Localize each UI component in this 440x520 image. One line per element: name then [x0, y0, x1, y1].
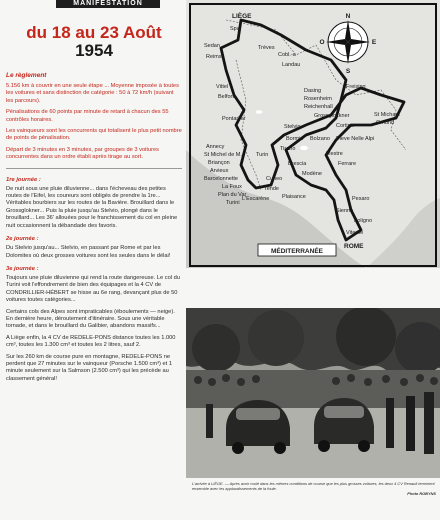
city-label: Sedan [204, 43, 220, 49]
city-label: Barcelonnette [204, 176, 238, 182]
city-label: Modène [302, 171, 322, 177]
stage-heading: 1re journée : [6, 176, 41, 183]
compass-label: O [319, 39, 325, 46]
city-label: Grossglockner [314, 113, 350, 119]
rules-paragraph: Départ de 3 minutes en 3 minutes, par groupes de 3 voitures concurrentes dans un ordre établi après tirage au sort. [6, 146, 160, 161]
city-label: Spa [230, 26, 240, 32]
sea-label: MÉDITERRANÉE [270, 248, 324, 255]
stage-paragraph: A Liège enfin, la 4 CV de REDELE-PONS distance toutes les 1.000 cm³, toutes les 1.300 cm³ et toutes les 2 litres, sauf 2. [6, 334, 176, 349]
arrival-photo [186, 308, 440, 478]
stage-paragraph: Certains cols des Alpes sont impraticables (éboulements — neige). En dernière heure, déroutement d'itinéraire. Sous une véritable tornade, et dans le brouillard du Galibier, abandons massifs... [6, 308, 175, 330]
city-label: ROME [344, 243, 364, 250]
stage-paragraph: Toujours une pluie diluvienne qui rend la route dangereuse. Le col du Turini voit l'effondrement de bien des équipages et la 4 CV de CONDRILLIER-HÉBERT se hisse au 6e rang, devançant plus de 50 voitures toutes catégories... [6, 274, 180, 304]
city-label: Gmünd [376, 120, 395, 126]
city-label: Tende [264, 186, 279, 192]
city-label: St Michael [374, 112, 400, 118]
city-label: Rosenheim [304, 96, 332, 102]
section-banner: MANIFESTATION [56, 0, 160, 8]
city-label: St Michel de M. [204, 152, 242, 158]
city-label: Cortina [336, 123, 354, 129]
rules-heading: Le règlement [6, 72, 47, 79]
city-label: Arvieux [210, 168, 229, 174]
city-label: Reims [206, 54, 222, 60]
city-label: Viterbe [346, 230, 364, 236]
city-label: Pieve Nelle Alpi [336, 136, 375, 142]
stage-paragraph: Du Stelvio jusqu'au... Stelvio, en passant par Rome et par les Dolomites où deux grosses voitures sont les seules dans le délai! [6, 245, 171, 259]
city-label: Sienne [336, 208, 354, 214]
city-label: Pontarlier [222, 116, 246, 122]
stage-paragraph: De nuit sous une pluie diluvienne... dans l'écheveau des petites routes de l'Eifel, les coureurs sont obligés de prendre la 1re... Véritables bourbiers sur les routes de la Bavière. Brouillard dans le Grossglokner... Puis la pluie jusqu'au Stelvio, plongé dans le brouillard... Les 36' allouées pour le franchissement du col en pleine nuit occasionnent la débandade des favoris. [6, 185, 178, 229]
city-label: Reichenhall [304, 104, 333, 110]
caption-text: L'arrivée à LIÈGE. — Après avoir roulé dans les mêmes conditions de course que les plus grosses voitures, les deux 4 CV Renault terminent ensemble avec les applaudissements de la foule. [192, 481, 435, 491]
map-lake [300, 146, 308, 150]
city-label: Cuneo [266, 176, 283, 182]
compass-label: N [345, 13, 351, 20]
arrival-photo-image [186, 308, 440, 478]
stage-paragraph: Sur les 260 km de course pure en montagne, REDELE-PONS ne perdent que 27 minutes sur le vainqueur (Porsche 1.500 cm³) et 1 minute seulement sur la Salmson (2.500 cm³) qui les précède au classement général! [6, 353, 172, 382]
stage-heading: 3e journée : [6, 265, 39, 272]
city-label: Mestre [326, 151, 343, 157]
map-lake [256, 110, 263, 114]
rules-paragraph: Les vainqueurs sont les concurrents qui totalisent le plus petit nombre de points de pénalisation. [6, 128, 182, 142]
city-label: Annecy [206, 144, 225, 150]
city-label: Brescia [288, 161, 307, 167]
city-label: Pesaro [352, 196, 370, 202]
city-label: Trèves [258, 45, 275, 51]
city-label: Stelvio [284, 124, 301, 130]
city-label: Bormio [286, 136, 304, 142]
city-label: Cobl.-a [278, 52, 296, 58]
city-label: Belfort [218, 94, 234, 100]
route-map [186, 0, 440, 268]
rules-paragraph: 5.156 km à couvrir en une seule étape ... Moyenne imposée à toutes les voitures et sans distinction de catégorie : 50 à 72 km/h (suivant les parcours). [6, 83, 179, 104]
city-label: Freising [346, 84, 366, 90]
city-label: Turin [256, 152, 269, 158]
city-label: Dasing [304, 88, 322, 94]
stage-heading: 2e journée : [6, 236, 39, 243]
city-label: Vittel [216, 84, 229, 90]
event-year: 1954 [75, 41, 113, 60]
city-label: Landau [282, 62, 301, 68]
city-label: L'Escarène [242, 196, 270, 202]
city-label: Ferrare [338, 161, 357, 167]
section-divider [6, 168, 182, 169]
city-label: Tirano [280, 146, 296, 152]
rules-paragraph: Pénalisations de 60 points par minute de retard à chacun des 55 contrôles horaires. [6, 109, 169, 123]
compass-label: S [345, 68, 351, 75]
renault-car-right [314, 398, 374, 452]
city-label: Briançon [208, 160, 230, 166]
route-map-svg [186, 0, 440, 268]
city-label: Plan du Var [218, 192, 247, 198]
date-range: du 18 au 23 Août [26, 23, 162, 42]
city-label: La Foux [222, 184, 242, 190]
photo-caption [192, 481, 436, 496]
renault-car-left [226, 400, 290, 454]
article-text-column [6, 10, 182, 387]
city-label: LIÈGE [232, 13, 252, 20]
city-label: Bolzano [310, 136, 330, 142]
compass-label: E [371, 39, 377, 46]
city-label: Plaisance [282, 194, 306, 200]
city-label: Foligno [354, 218, 373, 224]
event-dates [6, 24, 182, 60]
city-label: Turini [226, 200, 240, 206]
photo-credit: Photo ROBYNS [407, 491, 436, 496]
